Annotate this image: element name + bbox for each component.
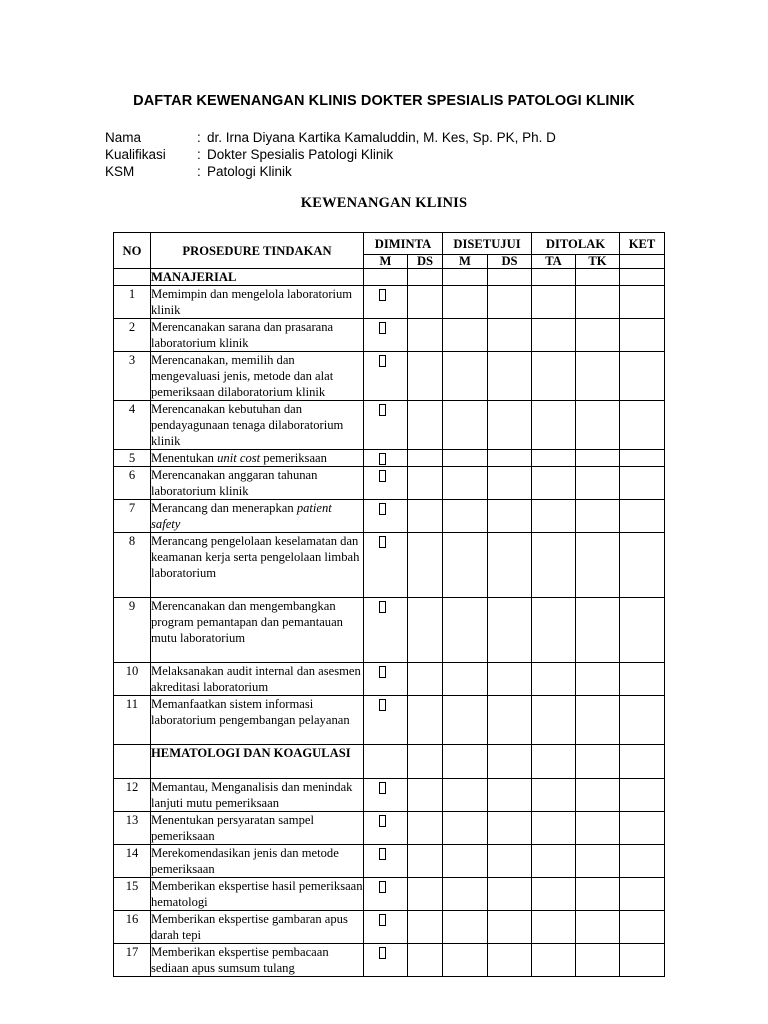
procedure-text: Memantau, Menganalisis dan menindak lanjuti mutu pemeriksaan xyxy=(151,779,364,812)
empty-cell xyxy=(576,450,620,467)
info-value: dr. Irna Diyana Kartika Kamaluddin, M. Kes, Sp. PK, Ph. D xyxy=(207,130,556,145)
header-ket: KET xyxy=(620,233,665,255)
empty-cell xyxy=(488,598,532,663)
diminta-m-cell xyxy=(364,500,408,533)
empty-cell xyxy=(532,745,576,779)
procedure-text: Memberikan ekspertise pembacaan sediaan apus sumsum tulang xyxy=(151,944,364,977)
row-number: 9 xyxy=(114,598,151,663)
empty-cell xyxy=(532,812,576,845)
diminta-m-cell xyxy=(364,944,408,977)
table-row xyxy=(114,319,665,352)
table-row xyxy=(114,352,665,401)
header-ditolak: DITOLAK xyxy=(532,233,620,255)
empty-cell xyxy=(620,812,665,845)
table-row xyxy=(114,878,665,911)
row-number: 11 xyxy=(114,696,151,745)
row-number: 10 xyxy=(114,663,151,696)
table-row xyxy=(114,845,665,878)
empty-cell xyxy=(576,812,620,845)
procedure-text: Merencanakan, memilih dan mengevaluasi jenis, metode dan alat pemeriksaan dilaboratorium klinik xyxy=(151,352,364,401)
header-disetujui-ds: DS xyxy=(488,255,532,269)
empty-cell xyxy=(443,878,488,911)
row-number: 2 xyxy=(114,319,151,352)
empty-cell xyxy=(620,500,665,533)
empty-cell xyxy=(408,745,443,779)
diminta-m-cell xyxy=(364,352,408,401)
empty-cell xyxy=(443,352,488,401)
procedure-text-part: Menentukan xyxy=(151,451,218,465)
table-row xyxy=(114,779,665,812)
empty-cell xyxy=(620,269,665,286)
empty-cell xyxy=(488,352,532,401)
header-diminta-ds: DS xyxy=(408,255,443,269)
category-row xyxy=(114,745,665,779)
procedure-text-part: pemeriksaan xyxy=(260,451,327,465)
empty-cell xyxy=(408,663,443,696)
header-disetujui: DISETUJUI xyxy=(443,233,532,255)
empty-cell xyxy=(576,286,620,319)
info-colon: : xyxy=(197,147,201,162)
procedure-text: Memanfaatkan sistem informasi laboratorium pengembangan pelayanan xyxy=(151,696,364,745)
empty-cell xyxy=(576,598,620,663)
diminta-m-cell xyxy=(364,467,408,500)
header-ditolak-ta: TA xyxy=(532,255,576,269)
checkbox-icon[interactable] xyxy=(379,666,386,678)
procedure-text xyxy=(151,500,364,533)
empty-cell xyxy=(443,533,488,598)
empty-cell xyxy=(576,352,620,401)
diminta-m-cell xyxy=(364,663,408,696)
empty-cell xyxy=(488,500,532,533)
category-label: HEMATOLOGI DAN KOAGULASI xyxy=(151,745,364,779)
empty-cell xyxy=(576,319,620,352)
header-ditolak-tk: TK xyxy=(576,255,620,269)
empty-cell xyxy=(620,911,665,944)
procedure-text: Merancang pengelolaan keselamatan dan keamanan kerja serta pengelolaan limbah laboratorium xyxy=(151,533,364,598)
empty-cell xyxy=(488,779,532,812)
empty-cell xyxy=(488,696,532,745)
table-row xyxy=(114,598,665,663)
diminta-m-cell xyxy=(364,911,408,944)
empty-cell xyxy=(443,779,488,812)
empty-cell xyxy=(532,319,576,352)
info-label: Kualifikasi xyxy=(105,147,166,162)
procedure-text: Merekomendasikan jenis dan metode pemeriksaan xyxy=(151,845,364,878)
checkbox-icon[interactable] xyxy=(379,601,386,613)
info-block xyxy=(105,129,556,180)
info-row-nama xyxy=(105,129,556,146)
row-number: 4 xyxy=(114,401,151,450)
empty-cell xyxy=(443,696,488,745)
row-number: 16 xyxy=(114,911,151,944)
empty-cell xyxy=(532,696,576,745)
empty-cell xyxy=(620,401,665,450)
checkbox-icon[interactable] xyxy=(379,782,386,794)
row-number: 6 xyxy=(114,467,151,500)
row-number xyxy=(114,745,151,779)
empty-cell xyxy=(408,467,443,500)
diminta-m-cell xyxy=(364,812,408,845)
procedure-text-italic: unit cost xyxy=(217,451,261,465)
empty-cell xyxy=(488,911,532,944)
empty-cell xyxy=(443,450,488,467)
empty-cell xyxy=(443,467,488,500)
empty-cell xyxy=(620,779,665,812)
procedure-text: Merencanakan kebutuhan dan pendayagunaan tenaga dilaboratorium klinik xyxy=(151,401,364,450)
row-number: 5 xyxy=(114,450,151,467)
table-row xyxy=(114,911,665,944)
table-row xyxy=(114,812,665,845)
empty-cell xyxy=(620,745,665,779)
empty-cell xyxy=(576,779,620,812)
row-number xyxy=(114,269,151,286)
checkbox-icon[interactable] xyxy=(379,536,386,548)
info-colon: : xyxy=(197,164,201,179)
procedure-text: Merencanakan sarana dan prasarana laboratorium klinik xyxy=(151,319,364,352)
clinical-privileges-table xyxy=(113,232,665,977)
procedure-text: Memimpin dan mengelola laboratorium klinik xyxy=(151,286,364,319)
empty-cell xyxy=(620,878,665,911)
info-row-ksm xyxy=(105,163,556,180)
header-diminta-m: M xyxy=(364,255,408,269)
empty-cell xyxy=(576,500,620,533)
empty-cell xyxy=(620,286,665,319)
empty-cell xyxy=(532,845,576,878)
empty-cell xyxy=(620,352,665,401)
procedure-text: Memberikan ekspertise gambaran apus darah tepi xyxy=(151,911,364,944)
row-number: 14 xyxy=(114,845,151,878)
empty-cell xyxy=(620,450,665,467)
empty-cell xyxy=(532,911,576,944)
empty-cell xyxy=(408,450,443,467)
empty-cell xyxy=(408,845,443,878)
empty-cell xyxy=(408,696,443,745)
empty-cell xyxy=(488,467,532,500)
empty-cell xyxy=(364,269,408,286)
row-number: 1 xyxy=(114,286,151,319)
document-title: DAFTAR KEWENANGAN KLINIS DOKTER SPESIALIS PATOLOGI KLINIK xyxy=(133,93,635,109)
empty-cell xyxy=(443,845,488,878)
table-row xyxy=(114,533,665,598)
header-disetujui-m: M xyxy=(443,255,488,269)
table-body xyxy=(114,269,665,977)
empty-cell xyxy=(408,944,443,977)
empty-cell xyxy=(620,944,665,977)
empty-cell xyxy=(620,696,665,745)
empty-cell xyxy=(408,319,443,352)
empty-cell xyxy=(532,533,576,598)
empty-cell xyxy=(408,500,443,533)
checkbox-icon[interactable] xyxy=(379,881,386,893)
empty-cell xyxy=(532,269,576,286)
diminta-m-cell xyxy=(364,696,408,745)
diminta-m-cell xyxy=(364,845,408,878)
table-row xyxy=(114,286,665,319)
info-colon: : xyxy=(197,130,201,145)
section-title: KEWENANGAN KLINIS xyxy=(300,195,468,211)
row-number: 8 xyxy=(114,533,151,598)
checkbox-icon[interactable] xyxy=(379,453,386,465)
empty-cell xyxy=(443,944,488,977)
diminta-m-cell xyxy=(364,598,408,663)
checkbox-icon[interactable] xyxy=(379,503,386,515)
empty-cell xyxy=(443,401,488,450)
header-procedure: PROSEDURE TINDAKAN xyxy=(151,233,364,269)
empty-cell xyxy=(620,598,665,663)
empty-cell xyxy=(488,286,532,319)
empty-cell xyxy=(576,533,620,598)
table-row xyxy=(114,450,665,467)
empty-cell xyxy=(488,401,532,450)
checkbox-icon[interactable] xyxy=(379,699,386,711)
empty-cell xyxy=(532,352,576,401)
table-row xyxy=(114,500,665,533)
row-number: 3 xyxy=(114,352,151,401)
empty-cell xyxy=(488,319,532,352)
empty-cell xyxy=(408,812,443,845)
empty-cell xyxy=(408,598,443,663)
diminta-m-cell xyxy=(364,286,408,319)
empty-cell xyxy=(532,878,576,911)
empty-cell xyxy=(408,269,443,286)
empty-cell xyxy=(576,401,620,450)
checkbox-icon[interactable] xyxy=(379,355,386,367)
header-ket-sub xyxy=(620,255,665,269)
row-number: 12 xyxy=(114,779,151,812)
procedure-text: Merencanakan anggaran tahunan laboratorium klinik xyxy=(151,467,364,500)
empty-cell xyxy=(532,450,576,467)
header-diminta: DIMINTA xyxy=(364,233,443,255)
checkbox-icon[interactable] xyxy=(379,947,386,959)
table-row xyxy=(114,944,665,977)
empty-cell xyxy=(576,467,620,500)
empty-cell xyxy=(576,663,620,696)
info-label: Nama xyxy=(105,130,142,145)
procedure-text-italic: patient safety xyxy=(151,501,332,531)
procedure-text-part: Merancang dan menerapkan xyxy=(151,501,297,515)
checkbox-icon[interactable] xyxy=(379,322,386,334)
empty-cell xyxy=(488,533,532,598)
empty-cell xyxy=(443,911,488,944)
table-row xyxy=(114,696,665,745)
diminta-m-cell xyxy=(364,401,408,450)
category-row xyxy=(114,269,665,286)
empty-cell xyxy=(620,319,665,352)
empty-cell xyxy=(443,319,488,352)
empty-cell xyxy=(364,745,408,779)
empty-cell xyxy=(443,812,488,845)
diminta-m-cell xyxy=(364,450,408,467)
row-number: 17 xyxy=(114,944,151,977)
procedure-text: Merencanakan dan mengembangkan program pemantapan dan pemantauan mutu laboratorium xyxy=(151,598,364,663)
checkbox-icon[interactable] xyxy=(379,404,386,416)
empty-cell xyxy=(488,745,532,779)
header-no: NO xyxy=(114,233,151,269)
info-value: Patologi Klinik xyxy=(207,164,292,179)
empty-cell xyxy=(408,911,443,944)
empty-cell xyxy=(532,286,576,319)
empty-cell xyxy=(443,286,488,319)
empty-cell xyxy=(532,663,576,696)
empty-cell xyxy=(532,467,576,500)
empty-cell xyxy=(443,745,488,779)
empty-cell xyxy=(576,944,620,977)
empty-cell xyxy=(443,500,488,533)
empty-cell xyxy=(488,269,532,286)
diminta-m-cell xyxy=(364,878,408,911)
empty-cell xyxy=(408,878,443,911)
category-label: MANAJERIAL xyxy=(151,269,364,286)
table-row xyxy=(114,467,665,500)
checkbox-icon[interactable] xyxy=(379,470,386,482)
empty-cell xyxy=(443,663,488,696)
empty-cell xyxy=(532,401,576,450)
empty-cell xyxy=(488,845,532,878)
empty-cell xyxy=(408,533,443,598)
empty-cell xyxy=(620,533,665,598)
empty-cell xyxy=(532,500,576,533)
info-label: KSM xyxy=(105,164,135,179)
row-number: 7 xyxy=(114,500,151,533)
empty-cell xyxy=(576,696,620,745)
empty-cell xyxy=(620,663,665,696)
empty-cell xyxy=(620,845,665,878)
info-value: Dokter Spesialis Patologi Klinik xyxy=(207,147,394,162)
empty-cell xyxy=(488,812,532,845)
diminta-m-cell xyxy=(364,533,408,598)
checkbox-icon[interactable] xyxy=(379,815,386,827)
empty-cell xyxy=(408,286,443,319)
empty-cell xyxy=(443,269,488,286)
empty-cell xyxy=(532,598,576,663)
empty-cell xyxy=(576,745,620,779)
procedure-text: Menentukan persyaratan sampel pemeriksaan xyxy=(151,812,364,845)
empty-cell xyxy=(488,944,532,977)
empty-cell xyxy=(408,779,443,812)
empty-cell xyxy=(488,663,532,696)
empty-cell xyxy=(532,779,576,812)
procedure-text: Memberikan ekspertise hasil pemeriksaan hematologi xyxy=(151,879,363,909)
checkbox-icon[interactable] xyxy=(379,848,386,860)
empty-cell xyxy=(576,269,620,286)
empty-cell xyxy=(576,911,620,944)
empty-cell xyxy=(532,944,576,977)
row-number: 13 xyxy=(114,812,151,845)
empty-cell xyxy=(620,467,665,500)
empty-cell xyxy=(488,878,532,911)
empty-cell xyxy=(576,878,620,911)
empty-cell xyxy=(408,401,443,450)
procedure-text xyxy=(151,450,364,467)
empty-cell xyxy=(408,352,443,401)
checkbox-icon[interactable] xyxy=(379,289,386,301)
empty-cell xyxy=(576,845,620,878)
empty-cell xyxy=(488,450,532,467)
table-row xyxy=(114,663,665,696)
procedure-text: Melaksanakan audit internal dan asesmen akreditasi laboratorium xyxy=(151,663,364,696)
row-number: 15 xyxy=(114,878,151,911)
diminta-m-cell xyxy=(364,779,408,812)
empty-cell xyxy=(443,598,488,663)
checkbox-icon[interactable] xyxy=(379,914,386,926)
diminta-m-cell xyxy=(364,319,408,352)
table-row xyxy=(114,401,665,450)
info-row-kualifikasi xyxy=(105,146,556,163)
